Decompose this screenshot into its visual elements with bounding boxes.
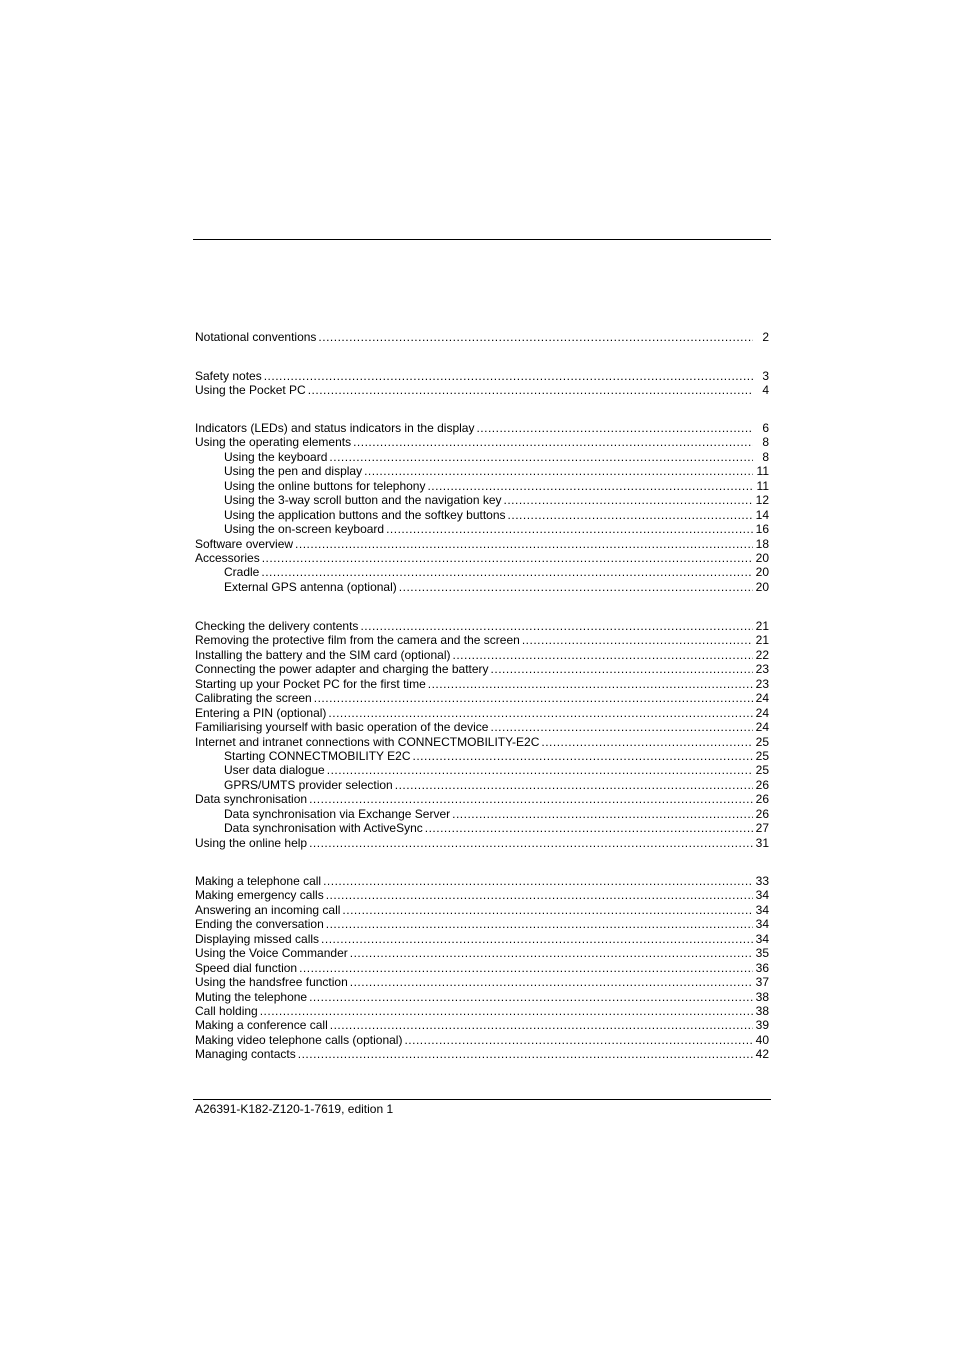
toc-entry-title: Connecting the power adapter and charging the battery — [195, 662, 489, 677]
toc-group — [195, 619, 769, 850]
toc-entry-page-number: 20 — [755, 579, 769, 594]
toc-entry-title: Using the online help — [195, 835, 308, 850]
toc-leader-dots — [395, 778, 753, 792]
toc-entry-title: Indicators (LEDs) and status indicators in the display — [195, 421, 475, 435]
toc-entry-page-number: 8 — [762, 435, 769, 450]
toc-group — [195, 330, 769, 344]
toc-entry[interactable] — [195, 421, 769, 435]
toc-entry-title: Managing contacts — [195, 1047, 296, 1062]
toc-leader-dots — [504, 493, 754, 507]
toc-entry-page-number: 35 — [755, 946, 769, 961]
toc-leader-dots — [350, 975, 753, 989]
toc-entry-page-number: 24 — [755, 705, 769, 720]
toc-entry-page-number: 38 — [755, 1003, 769, 1018]
toc-entry-page-number: 25 — [755, 763, 769, 778]
toc-leader-dots — [328, 706, 753, 720]
toc-leader-dots — [329, 450, 753, 464]
toc-leader-dots — [413, 749, 754, 763]
toc-entry-page-number: 2 — [762, 330, 769, 344]
toc-entry-page-number: 11 — [756, 478, 769, 493]
toc-entry-title: Starting up your Pocket PC for the first time — [195, 676, 426, 691]
toc-entry-title: Familiarising yourself with basic operation of the device — [195, 720, 489, 735]
toc-leader-dots — [299, 961, 753, 975]
toc-entry-page-number: 24 — [755, 691, 769, 706]
toc-entry-page-number: 14 — [755, 507, 769, 522]
toc-entry-page-number: 12 — [755, 493, 769, 508]
toc-entry[interactable] — [195, 821, 769, 835]
toc-entry-page-number: 25 — [755, 734, 769, 749]
toc-entry-page-number: 22 — [755, 647, 769, 662]
toc-leader-dots — [309, 990, 753, 1004]
toc-entry-title: Call holding — [195, 1003, 258, 1018]
toc-entry-page-number: 8 — [762, 449, 769, 464]
toc-leader-dots — [425, 821, 753, 835]
toc-entry[interactable] — [195, 1033, 769, 1047]
toc-entry-page-number: 34 — [755, 902, 769, 917]
toc-leader-dots — [298, 1047, 753, 1061]
toc-entry-page-number: 38 — [755, 989, 769, 1004]
toc-leader-dots — [350, 946, 753, 960]
toc-entry-title: Muting the telephone — [195, 989, 308, 1004]
toc-leader-dots — [399, 580, 753, 594]
toc-entry-page-number: 27 — [755, 821, 769, 836]
header-rule — [193, 239, 771, 240]
toc-entry-title: Cradle — [224, 565, 260, 580]
toc-entry[interactable] — [195, 662, 769, 676]
toc-entry[interactable] — [195, 493, 769, 507]
toc-entry[interactable] — [195, 1004, 769, 1018]
toc-entry-title: Using the online buttons for telephony — [224, 478, 426, 493]
toc-leader-dots — [264, 369, 753, 383]
toc-entry-page-number: 34 — [755, 917, 769, 932]
toc-entry-page-number: 3 — [762, 369, 769, 383]
toc-leader-dots — [330, 1018, 753, 1032]
toc-leader-dots — [360, 619, 753, 633]
toc-entry-title: Displaying missed calls — [195, 931, 320, 946]
toc-entry-title: Using the Pocket PC — [195, 383, 306, 398]
toc-leader-dots — [386, 522, 753, 536]
toc-entry-page-number: 20 — [755, 565, 769, 580]
toc-entry-title: Using the application buttons and the softkey buttons — [224, 507, 506, 522]
footer-rule — [193, 1099, 771, 1100]
toc-leader-dots — [342, 903, 753, 917]
toc-entry[interactable] — [195, 778, 769, 792]
toc-entry[interactable] — [195, 369, 769, 383]
toc-leader-dots — [522, 633, 753, 647]
toc-entry-page-number: 16 — [755, 522, 769, 537]
toc-entry[interactable] — [195, 648, 769, 662]
toc-entry-title: Using the operating elements — [195, 435, 352, 450]
toc-entry-title: Accessories — [195, 550, 260, 565]
toc-entry-title: External GPS antenna (optional) — [224, 579, 397, 594]
toc-entry[interactable] — [195, 735, 769, 749]
toc-leader-dots — [404, 1033, 753, 1047]
toc-entry[interactable] — [195, 763, 769, 777]
toc-entry[interactable] — [195, 975, 769, 989]
toc-entry[interactable] — [195, 383, 769, 397]
toc-group — [195, 421, 769, 594]
toc-leader-dots — [260, 1004, 753, 1018]
toc-entry-page-number: 6 — [762, 421, 769, 435]
toc-leader-dots — [326, 888, 753, 902]
toc-entry-page-number: 37 — [755, 975, 769, 990]
toc-entry[interactable] — [195, 580, 769, 594]
toc-entry[interactable] — [195, 330, 769, 344]
toc-entry-page-number: 26 — [755, 777, 769, 792]
toc-entry[interactable] — [195, 551, 769, 565]
toc-leader-dots — [295, 537, 753, 551]
toc-entry-title: Using the keyboard — [224, 449, 328, 464]
toc-entry-title: Safety notes — [195, 369, 262, 383]
toc-entry[interactable] — [195, 691, 769, 705]
toc-entry-page-number: 40 — [755, 1032, 769, 1047]
toc-entry-page-number: 34 — [755, 888, 769, 903]
toc-entry-title: Making a telephone call — [195, 874, 322, 888]
toc-leader-dots — [541, 735, 753, 749]
toc-entry[interactable] — [195, 706, 769, 720]
toc-leader-dots — [318, 330, 753, 344]
toc-entry-page-number: 34 — [755, 931, 769, 946]
toc-entry-page-number: 4 — [762, 383, 769, 398]
toc-leader-dots — [476, 421, 753, 435]
toc-entry-page-number: 18 — [755, 536, 769, 551]
toc-entry[interactable] — [195, 464, 769, 478]
toc-entry-page-number: 25 — [755, 748, 769, 763]
toc-entry-title: Starting CONNECTMOBILITY E2C — [224, 748, 411, 763]
toc-group — [195, 369, 769, 398]
toc-entry[interactable] — [195, 903, 769, 917]
footer-edition-text: A26391-K182-Z120-1-7619, edition 1 — [195, 1102, 394, 1116]
toc-entry[interactable] — [195, 990, 769, 1004]
toc-entry-title: Calibrating the screen — [195, 691, 312, 706]
toc-group — [195, 874, 769, 1062]
toc-entry-page-number: 39 — [755, 1018, 769, 1033]
toc-leader-dots — [364, 464, 753, 478]
toc-leader-dots — [428, 677, 753, 691]
toc-entry-title: Answering an incoming call — [195, 902, 341, 917]
toc-entry[interactable] — [195, 961, 769, 975]
toc-entry-page-number: 20 — [755, 550, 769, 565]
toc-entry-title: Removing the protective film from the camera and the screen — [195, 633, 520, 648]
toc-entry-title: Using the pen and display — [224, 464, 363, 479]
toc-entry-page-number: 26 — [755, 792, 769, 807]
toc-entry[interactable] — [195, 479, 769, 493]
toc-leader-dots — [427, 479, 753, 493]
toc-entry[interactable] — [195, 946, 769, 960]
toc-entry-title: Internet and intranet connections with CONNECTMOBILITY-E2C — [195, 734, 540, 749]
toc-entry-title: Using the on-screen keyboard — [224, 522, 385, 537]
toc-entry[interactable] — [195, 749, 769, 763]
toc-leader-dots — [326, 917, 753, 931]
toc-entry-page-number: 36 — [755, 960, 769, 975]
toc-entry-title: Using the handsfree function — [195, 975, 348, 990]
toc-entry-page-number: 33 — [755, 874, 769, 888]
toc-entry-title: Making emergency calls — [195, 888, 324, 903]
toc-entry-page-number: 42 — [755, 1047, 769, 1062]
toc-entry-page-number: 23 — [755, 662, 769, 677]
toc-entry-title: Making video telephone calls (optional) — [195, 1032, 403, 1047]
toc-entry[interactable] — [195, 807, 769, 821]
toc-entry-title: User data dialogue — [224, 763, 325, 778]
toc-leader-dots — [321, 932, 753, 946]
toc-entry[interactable] — [195, 435, 769, 449]
toc-entry-title: Installing the battery and the SIM card (optional) — [195, 647, 451, 662]
toc-entry[interactable] — [195, 917, 769, 931]
toc-leader-dots — [353, 435, 753, 449]
toc-entry[interactable] — [195, 1047, 769, 1061]
toc-leader-dots — [490, 720, 753, 734]
toc-leader-dots — [491, 662, 753, 676]
toc-entry-title: Data synchronisation via Exchange Server — [224, 806, 451, 821]
toc-entry-title: Making a conference call — [195, 1018, 328, 1033]
toc-entry-page-number: 26 — [755, 806, 769, 821]
toc-entry-page-number: 31 — [755, 835, 769, 850]
toc-entry[interactable] — [195, 619, 769, 633]
toc-leader-dots — [309, 792, 753, 806]
toc-entry[interactable] — [195, 633, 769, 647]
toc-entry[interactable] — [195, 720, 769, 734]
toc-leader-dots — [261, 565, 753, 579]
toc-entry[interactable] — [195, 1018, 769, 1032]
toc-leader-dots — [308, 383, 753, 397]
toc-entry[interactable] — [195, 508, 769, 522]
toc-entry-title: Using the Voice Commander — [195, 946, 348, 961]
toc-entry-title: Software overview — [195, 536, 294, 551]
toc-leader-dots — [323, 874, 753, 888]
toc-entry-title: Notational conventions — [195, 330, 317, 344]
toc-entry-page-number: 24 — [755, 720, 769, 735]
toc-entry[interactable] — [195, 792, 769, 806]
toc-entry-page-number: 21 — [755, 619, 769, 633]
toc-entry-title: Data synchronisation — [195, 792, 308, 807]
toc-entry-title: GPRS/UMTS provider selection — [224, 777, 393, 792]
toc-entry-title: Using the 3-way scroll button and the navigation key — [224, 493, 502, 508]
toc-leader-dots — [452, 807, 753, 821]
toc-entry[interactable] — [195, 836, 769, 850]
toc-leader-dots — [327, 763, 753, 777]
toc-leader-dots — [508, 508, 753, 522]
toc-entry-title: Speed dial function — [195, 960, 298, 975]
toc-entry[interactable] — [195, 450, 769, 464]
toc-entry[interactable] — [195, 677, 769, 691]
toc-leader-dots — [314, 691, 753, 705]
toc-entry[interactable] — [195, 522, 769, 536]
toc-entry[interactable] — [195, 932, 769, 946]
toc-entry[interactable] — [195, 537, 769, 551]
toc-entry-page-number: 21 — [755, 633, 769, 648]
toc-entry-title: Data synchronisation with ActiveSync — [224, 821, 423, 836]
toc-entry-title: Ending the conversation — [195, 917, 324, 932]
toc-entry-title: Checking the delivery contents — [195, 619, 359, 633]
toc-leader-dots — [452, 648, 753, 662]
toc-entry[interactable] — [195, 888, 769, 902]
toc-entry[interactable] — [195, 565, 769, 579]
toc-entry-page-number: 11 — [756, 464, 769, 479]
toc-entry[interactable] — [195, 874, 769, 888]
toc-entry-page-number: 23 — [755, 676, 769, 691]
toc-entry-title: Entering a PIN (optional) — [195, 705, 327, 720]
toc-leader-dots — [309, 836, 753, 850]
toc-leader-dots — [262, 551, 753, 565]
